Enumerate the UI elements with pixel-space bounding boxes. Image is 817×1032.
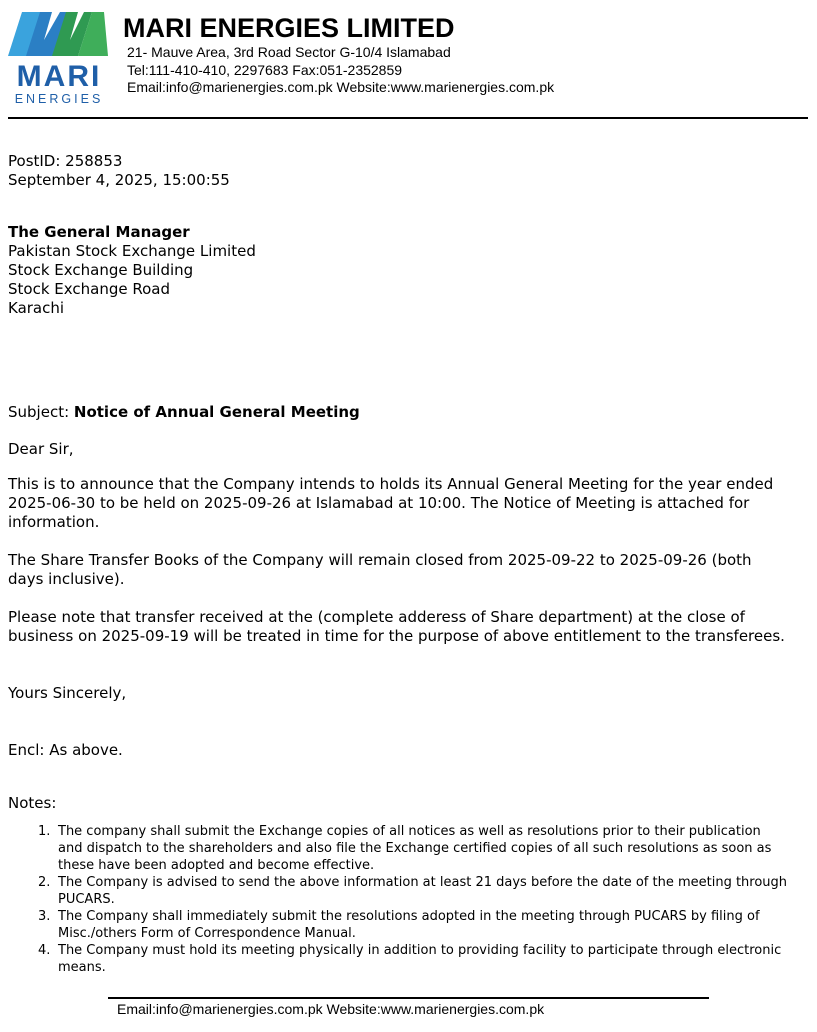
company-contact: Email:info@marienergies.com.pk Website:www.marienergies.com.pk [127, 79, 555, 95]
logo-wordmark: MARI [16, 60, 102, 93]
list-item [38, 942, 788, 976]
header-divider [8, 117, 808, 119]
note-number: 3. [38, 909, 51, 924]
list-item [38, 908, 788, 942]
note-number: 2. [38, 875, 51, 890]
recipient-line: Stock Exchange Building [8, 261, 194, 279]
recipient-line: Stock Exchange Road [8, 280, 170, 298]
post-id: PostID: 258853 [8, 152, 123, 170]
company-phone: Tel:111-410-410, 2297683 Fax:051-2352859 [127, 62, 403, 78]
recipient-line: Karachi [8, 299, 65, 317]
list-item [38, 874, 788, 908]
footer-divider [108, 997, 709, 999]
letterhead [0, 0, 817, 118]
notes-list [38, 823, 788, 976]
note-text: The Company must hold its meeting physically in addition to providing facility to participate through electronic means. [58, 943, 782, 975]
note-number: 1. [38, 824, 51, 839]
notes-heading: Notes: [8, 794, 57, 812]
body-paragraph: This is to announce that the Company intends to holds its Annual General Meeting for the year ended 2025-06-30 to be held on 2025-09-26 at Islamabad at 10:00. The Notice of Meeting is attached for information. [8, 475, 774, 531]
enclosure: Encl: As above. [8, 741, 123, 759]
salutation: Dear Sir, [8, 440, 74, 458]
subject-text: Notice of Annual General Meeting [73, 403, 360, 421]
recipient-line: Pakistan Stock Exchange Limited [8, 242, 256, 260]
note-text: The Company shall immediately submit the resolutions adopted in the meeting through PUCARS by filing of Misc./others Form of Correspondence Manual. [58, 909, 760, 941]
mari-logo [8, 12, 110, 108]
note-text: The company shall submit the Exchange copies of all notices as well as resolutions prior to their publication and dispatch to the shareholders and also file the Exchange certified copies of all such resolutions as soon as these have been adopted and become effective. [58, 824, 772, 873]
logo-subtitle: ENERGIES [14, 92, 104, 106]
recipient-title: The General Manager [8, 223, 190, 241]
company-name: MARI ENERGIES LIMITED [123, 13, 455, 43]
note-number: 4. [38, 943, 51, 958]
subject-label: Subject: [8, 403, 74, 421]
closing: Yours Sincerely, [8, 684, 127, 702]
body-paragraph: Please note that transfer received at the (complete adderess of Share department) at the close of business on 2025-09-19 will be treated in time for the purpose of above entitlement to the transferees. [8, 608, 785, 645]
note-text: The Company is advised to send the above information at least 21 days before the date of the meeting through PUCARS. [58, 875, 788, 907]
footer-contact: Email:info@marienergies.com.pk Website:www.marienergies.com.pk [117, 1001, 545, 1017]
company-address: 21- Mauve Area, 3rd Road Sector G-10/4 Islamabad [127, 44, 451, 60]
mari-logo-mark-icon [8, 12, 110, 60]
list-item [38, 823, 788, 874]
body-paragraph: The Share Transfer Books of the Company will remain closed from 2025-09-22 to 2025-09-26 (both days inclusive). [8, 551, 752, 588]
subject-line [8, 403, 360, 422]
post-date: September 4, 2025, 15:00:55 [8, 171, 230, 189]
